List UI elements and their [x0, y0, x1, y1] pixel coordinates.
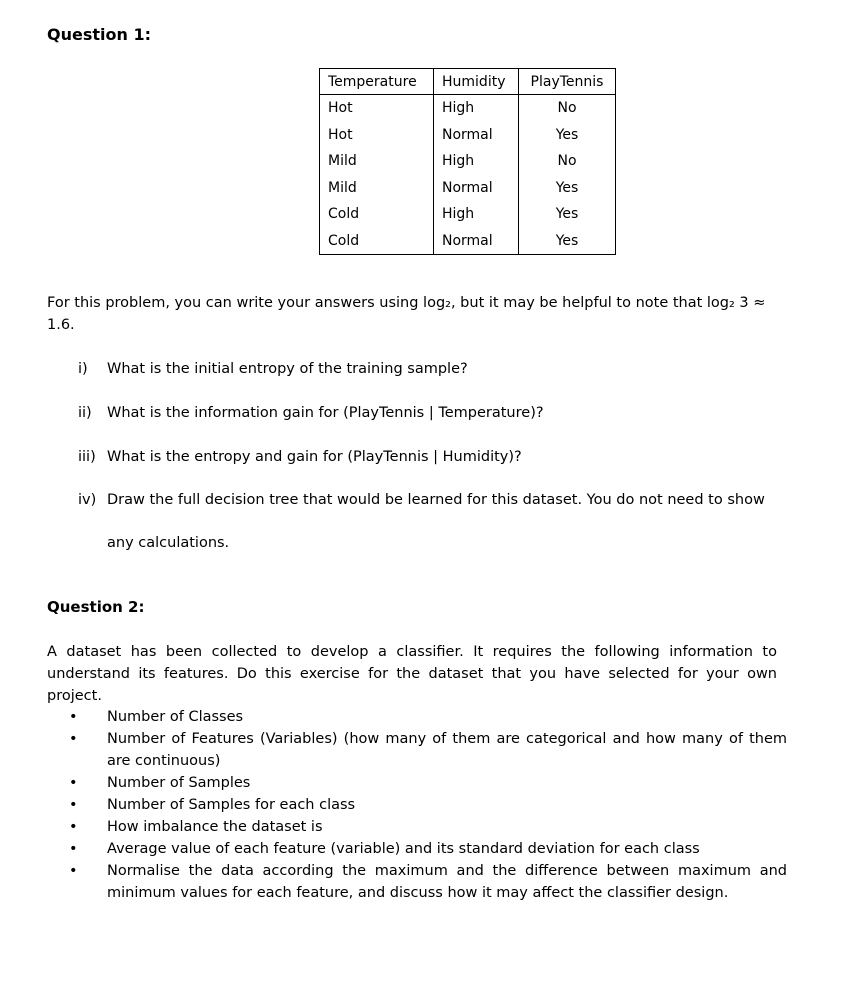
table-cell: Yes — [519, 201, 616, 228]
table-cell: No — [519, 95, 616, 122]
table-cell: Hot — [320, 95, 434, 122]
question-2-title: Question 2: — [47, 598, 145, 616]
table-cell: Yes — [519, 228, 616, 255]
list-item — [47, 728, 787, 772]
list-item-text: Number of Samples — [107, 775, 251, 791]
table-cell: High — [434, 201, 519, 228]
sub-question-text: What is the initial entropy of the training sample? — [107, 361, 468, 377]
table-cell: Mild — [320, 175, 434, 202]
sub-question-number: ii) — [78, 405, 92, 421]
table-cell: Normal — [434, 228, 519, 255]
sub-question-text: What is the information gain for (PlayTennis | Temperature)? — [107, 405, 544, 421]
list-item — [47, 860, 787, 904]
bullet-icon: • — [69, 775, 78, 791]
list-item-text: How imbalance the dataset is — [107, 819, 323, 835]
sub-question-number: i) — [78, 361, 88, 377]
table-row — [320, 175, 616, 202]
table-header-row — [320, 69, 616, 95]
sub-question-text: Draw the full decision tree that would be learned for this dataset. You do not need to show — [107, 492, 765, 508]
table-row — [320, 148, 616, 175]
table-row — [320, 122, 616, 149]
bullet-icon: • — [69, 863, 78, 879]
question-2-intro: A dataset has been collected to develop a classifier. It requires the following information to understand its features. Do this exercise for the dataset that you have selected for your own project. — [47, 644, 777, 704]
sub-question-number: iii) — [78, 449, 96, 465]
sub-question-text: What is the entropy and gain for (PlayTennis | Humidity)? — [107, 449, 522, 465]
table-cell: Normal — [434, 122, 519, 149]
table-cell: High — [434, 95, 519, 122]
sub-question-iv — [78, 489, 765, 511]
sub-question-iv-continuation: any calculations. — [107, 535, 230, 551]
sub-question-number: iv) — [78, 492, 97, 508]
bullet-icon: • — [69, 841, 78, 857]
list-item-text: Number of Features (Variables) (how many of them are categorical and how many of them are continuous) — [107, 731, 787, 769]
list-item — [47, 838, 787, 860]
table-cell: Normal — [434, 175, 519, 202]
table-cell: Cold — [320, 201, 434, 228]
list-item — [47, 772, 787, 794]
list-item-text: Normalise the data according the maximum and the difference between maximum and minimum values for each feature, and discuss how it may affect the classifier design. — [107, 863, 787, 901]
bullet-icon: • — [69, 709, 78, 725]
question-1-title: Question 1: — [47, 25, 151, 44]
list-item-text: Number of Classes — [107, 709, 244, 725]
table-row — [320, 95, 616, 122]
header-humidity: Humidity — [434, 69, 519, 95]
bullet-icon: • — [69, 797, 78, 813]
play-tennis-table — [319, 68, 616, 255]
question-1-intro — [47, 292, 817, 336]
list-item — [47, 816, 787, 838]
header-temperature: Temperature — [320, 69, 434, 95]
list-item-text: Average value of each feature (variable) and its standard deviation for each class — [107, 841, 700, 857]
question-2-bullet-list — [47, 706, 787, 904]
sub-question-i — [78, 358, 468, 380]
table-cell: No — [519, 148, 616, 175]
bullet-icon: • — [69, 819, 78, 835]
table-cell: Yes — [519, 122, 616, 149]
table-row — [320, 201, 616, 228]
sub-question-ii — [78, 402, 544, 424]
table-row — [320, 228, 616, 255]
table-cell: Hot — [320, 122, 434, 149]
intro-line-2: 1.6. — [47, 317, 75, 333]
list-item — [47, 706, 787, 728]
header-playtennis: PlayTennis — [519, 69, 616, 95]
list-item — [47, 794, 787, 816]
list-item-text: Number of Samples for each class — [107, 797, 356, 813]
bullet-icon: • — [69, 731, 78, 747]
table-cell: Yes — [519, 175, 616, 202]
sub-question-iii — [78, 446, 522, 468]
intro-line-1: For this problem, you can write your answers using log₂, but it may be helpful to note that log₂ 3 ≈ — [47, 295, 766, 311]
table-cell: Mild — [320, 148, 434, 175]
table-cell: Cold — [320, 228, 434, 255]
table-cell: High — [434, 148, 519, 175]
